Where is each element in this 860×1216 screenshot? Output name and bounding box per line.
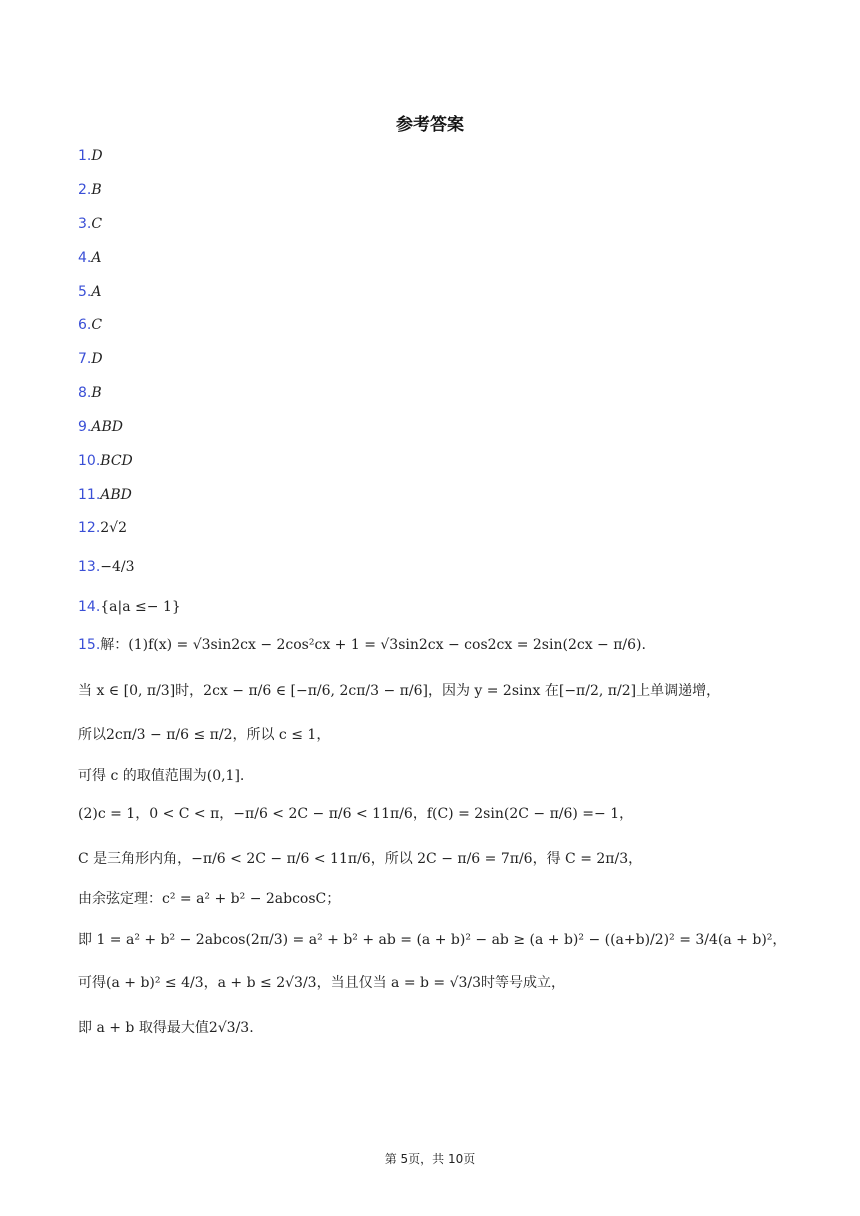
answer-text: BCD — [100, 453, 133, 469]
answer-number: 14. — [78, 599, 101, 615]
answer-text: {a|a ≤− 1} — [100, 599, 181, 615]
answer-text: C — [91, 216, 103, 232]
answer-item — [78, 248, 101, 268]
page-footer: 第 5页，共 10页 — [384, 1152, 476, 1166]
solution-line: 可得 c 的取值范围为(0,1]. — [78, 768, 245, 784]
solution-line: 当 x ∈ [0, π/3]时，2cx − π/6 ∈ [−π/6, 2cπ/3 − π/6]，因为 y = 2sinx 在[−π/2, π/2]上单调递增， — [78, 683, 721, 699]
answer-text: A — [91, 284, 102, 300]
answer-number: 6. — [78, 317, 92, 333]
answer-number: 12. — [78, 520, 101, 536]
answer-item — [78, 315, 102, 335]
answer-text: C — [91, 317, 103, 333]
answer-number: 4. — [78, 250, 92, 266]
answer-text: −4/3 — [100, 559, 135, 575]
solution-number: 15. — [78, 637, 101, 653]
answer-text: A — [91, 250, 102, 266]
answer-item — [78, 214, 102, 234]
answer-number: 9. — [78, 419, 92, 435]
answer-number: 5. — [78, 284, 92, 300]
answer-item — [78, 485, 132, 505]
solution-line: (2)c = 1，0 < C < π，−π/6 < 2C − π/6 < 11π/6，f(C) = 2sin(2C − π/6) =− 1， — [78, 806, 634, 822]
answer-text: B — [91, 182, 102, 198]
answer-number: 10. — [78, 453, 101, 469]
answer-item — [78, 349, 103, 369]
answer-text: ABD — [91, 419, 123, 435]
solution-text: 解：(1)f(x) = √3sin2cx − 2cos²cx + 1 = √3sin2cx − cos2cx = 2sin(2cx − π/6). — [100, 637, 646, 653]
answer-item — [78, 417, 123, 437]
solution-line: 所以2cπ/3 − π/6 ≤ π/2，所以 c ≤ 1， — [78, 727, 331, 743]
answer-text: ABD — [100, 487, 132, 503]
answer-item — [78, 597, 181, 617]
solution-line: 可得(a + b)² ≤ 4/3，a + b ≤ 2√3/3，当且仅当 a = b = √3/3时等号成立， — [78, 975, 566, 991]
answer-item — [78, 518, 127, 538]
answer-item — [78, 557, 135, 577]
answer-text: B — [91, 385, 102, 401]
answer-item — [78, 383, 102, 403]
solution-line: 由余弦定理：c² = a² + b² − 2abcosC； — [78, 891, 341, 907]
answer-item — [78, 451, 133, 471]
answer-number: 2. — [78, 182, 92, 198]
answer-number: 8. — [78, 385, 92, 401]
answer-number: 7. — [78, 351, 92, 367]
answer-number: 1. — [78, 148, 92, 164]
answer-item — [78, 146, 103, 166]
answer-number: 13. — [78, 559, 101, 575]
solution-line: 即 1 = a² + b² − 2abcos(2π/3) = a² + b² + ab = (a + b)² − ab ≥ (a + b)² − ((a+b)/2)² = 3/4(a + b)²， — [78, 932, 787, 948]
answer-item — [78, 180, 102, 200]
solution-line: 即 a + b 取得最大值2√3/3. — [78, 1020, 254, 1036]
answer-item — [78, 282, 101, 302]
answer-text: D — [91, 351, 103, 367]
page-title: 参考答案 — [396, 115, 464, 135]
answer-text: 2√2 — [100, 520, 128, 536]
solution-line: C 是三角形内角，−π/6 < 2C − π/6 < 11π/6，所以 2C − π/6 = 7π/6，得 C = 2π/3， — [78, 851, 643, 867]
answer-text: D — [91, 148, 103, 164]
answer-number: 11. — [78, 487, 101, 503]
answer-number: 3. — [78, 216, 92, 232]
solution-line — [78, 635, 646, 655]
